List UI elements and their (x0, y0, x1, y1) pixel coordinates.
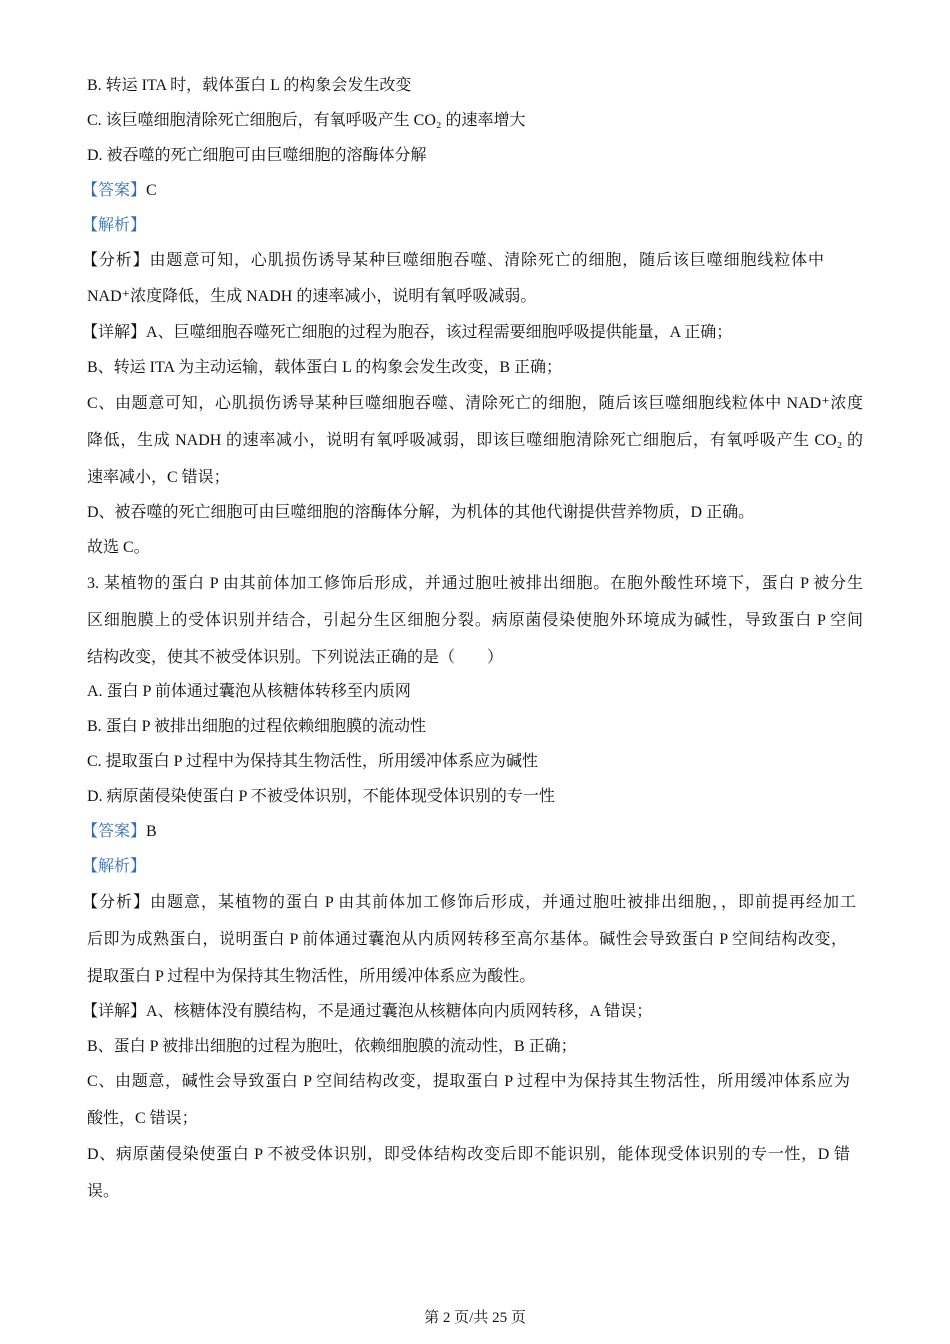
q3-option-a: A. 蛋白 P 前体通过囊泡从核糖体转移至内质网 (87, 683, 411, 700)
q2-answer (82, 181, 157, 201)
fenxi-text: 由题意可知，心肌损伤诱导某种巨噬细胞吞噬、清除死亡的细胞，随后该巨噬细胞线粒体中 (149, 252, 824, 269)
q2-fenxi-line: NAD⁺浓度降低，生成 NADH 的速率减小，说明有氧呼吸减弱。 (87, 288, 537, 305)
q3-fenxi-line (82, 893, 856, 913)
q3-xiangjie-line (82, 1002, 652, 1022)
q3-stem-line: 3. 某植物的蛋白 P 由其前体加工修饰后形成，并通过胞吐被排出细胞。在胞外酸性环境下，蛋白 P 被分生 (87, 575, 863, 592)
q2-option-b: B. 转运 ITA 时，载体蛋白 L 的构象会发生改变 (87, 77, 412, 94)
fenxi-text: 由题意，某植物的蛋白 P 由其前体加工修饰后形成，并通过胞吐被排出细胞，，即前提再经加工 (149, 894, 856, 911)
q2-xiangjie-line: C、由题意可知，心肌损伤诱导某种巨噬细胞吞噬、清除死亡的细胞，随后该巨噬细胞线粒体中 NAD⁺浓度 (87, 395, 863, 412)
q3-xiangjie-line: 酸性，C 错误； (87, 1110, 198, 1127)
q3-option-c: C. 提取蛋白 P 过程中为保持其生物活性，所用缓冲体系应为碱性 (87, 753, 538, 770)
q3-stem-line: 结构改变，使其不被受体识别。下列说法正确的是（ ） (87, 649, 504, 666)
answer-value: C (146, 182, 157, 199)
answer-label: 【答案】 (82, 823, 147, 840)
xiangjie-text: A、核糖体没有膜结构，不是通过囊泡从核糖体向内质网转移，A 错误； (146, 1003, 653, 1020)
xiangjie-text: A、巨噬细胞吞噬死亡细胞的过程为胞吞，该过程需要细胞呼吸提供能量，A 正确； (146, 324, 733, 341)
q3-xiangjie-line: C、由题意，碱性会导致蛋白 P 空间结构改变，提取蛋白 P 过程中为保持其生物活性，所用缓冲体系应为 (87, 1073, 850, 1090)
q2-option-d: D. 被吞噬的死亡细胞可由巨噬细胞的溶酶体分解 (87, 147, 427, 164)
q3-fenxi-line: 后即为成熟蛋白，说明蛋白 P 前体通过囊泡从内质网转移至高尔基体。碱性会导致蛋白 P 空间结构改变， (87, 931, 847, 948)
q3-jiexi-label: 【解析】 (82, 858, 147, 875)
q3-xiangjie-line: B、蛋白 P 被排出细胞的过程为胞吐，依赖细胞膜的流动性，B 正确； (87, 1038, 577, 1055)
q3-fenxi-line: 提取蛋白 P 过程中为保持其生物活性，所用缓冲体系应为酸性。 (87, 968, 536, 985)
q3-option-d: D. 病原菌侵染使蛋白 P 不被受体识别，不能体现受体识别的专一性 (87, 788, 555, 805)
q2-xiangjie-line: 降低，生成 NADH 的速率减小，说明有氧呼吸减弱，即该巨噬细胞清除死亡细胞后，有氧呼吸产生 CO₂ 的 (87, 432, 863, 449)
q2-jiexi-label: 【解析】 (82, 217, 147, 234)
q2-xiangjie-line (82, 323, 732, 343)
answer-label: 【答案】 (82, 182, 147, 199)
q2-xiangjie-line: D、被吞噬的死亡细胞可由巨噬细胞的溶酶体分解，为机体的其他代谢提供营养物质，D 正确。 (87, 504, 755, 521)
q3-stem-line: 区细胞膜上的受体识别并结合，引起分生区细胞分裂。病原菌侵染使胞外环境成为碱性，导致蛋白 P 空间 (87, 612, 863, 629)
q3-xiangjie-line: D、病原菌侵染使蛋白 P 不被受体识别，即受体结构改变后即不能识别，能体现受体识别的专一性，D 错 (87, 1146, 850, 1163)
fenxi-label: 【分析】 (82, 894, 150, 911)
q2-fenxi-line (82, 251, 824, 271)
q3-xiangjie-line: 误。 (87, 1183, 120, 1200)
q3-answer (82, 822, 157, 842)
q2-xiangjie-line: B、转运 ITA 为主动运输，载体蛋白 L 的构象会发生改变，B 正确； (87, 359, 563, 376)
q3-option-b: B. 蛋白 P 被排出细胞的过程依赖细胞膜的流动性 (87, 718, 426, 735)
fenxi-label: 【分析】 (82, 252, 150, 269)
xiangjie-label: 【详解】 (82, 324, 147, 341)
answer-value: B (146, 823, 157, 840)
q2-xiangjie-line: 速率减小，C 错误； (87, 469, 230, 486)
page-footer: 第 2 页/共 25 页 (424, 1310, 526, 1326)
q2-option-c: C. 该巨噬细胞清除死亡细胞后，有氧呼吸产生 CO₂ 的速率增大 (87, 112, 526, 129)
xiangjie-label: 【详解】 (82, 1003, 147, 1020)
q2-conclusion: 故选 C。 (87, 539, 150, 556)
